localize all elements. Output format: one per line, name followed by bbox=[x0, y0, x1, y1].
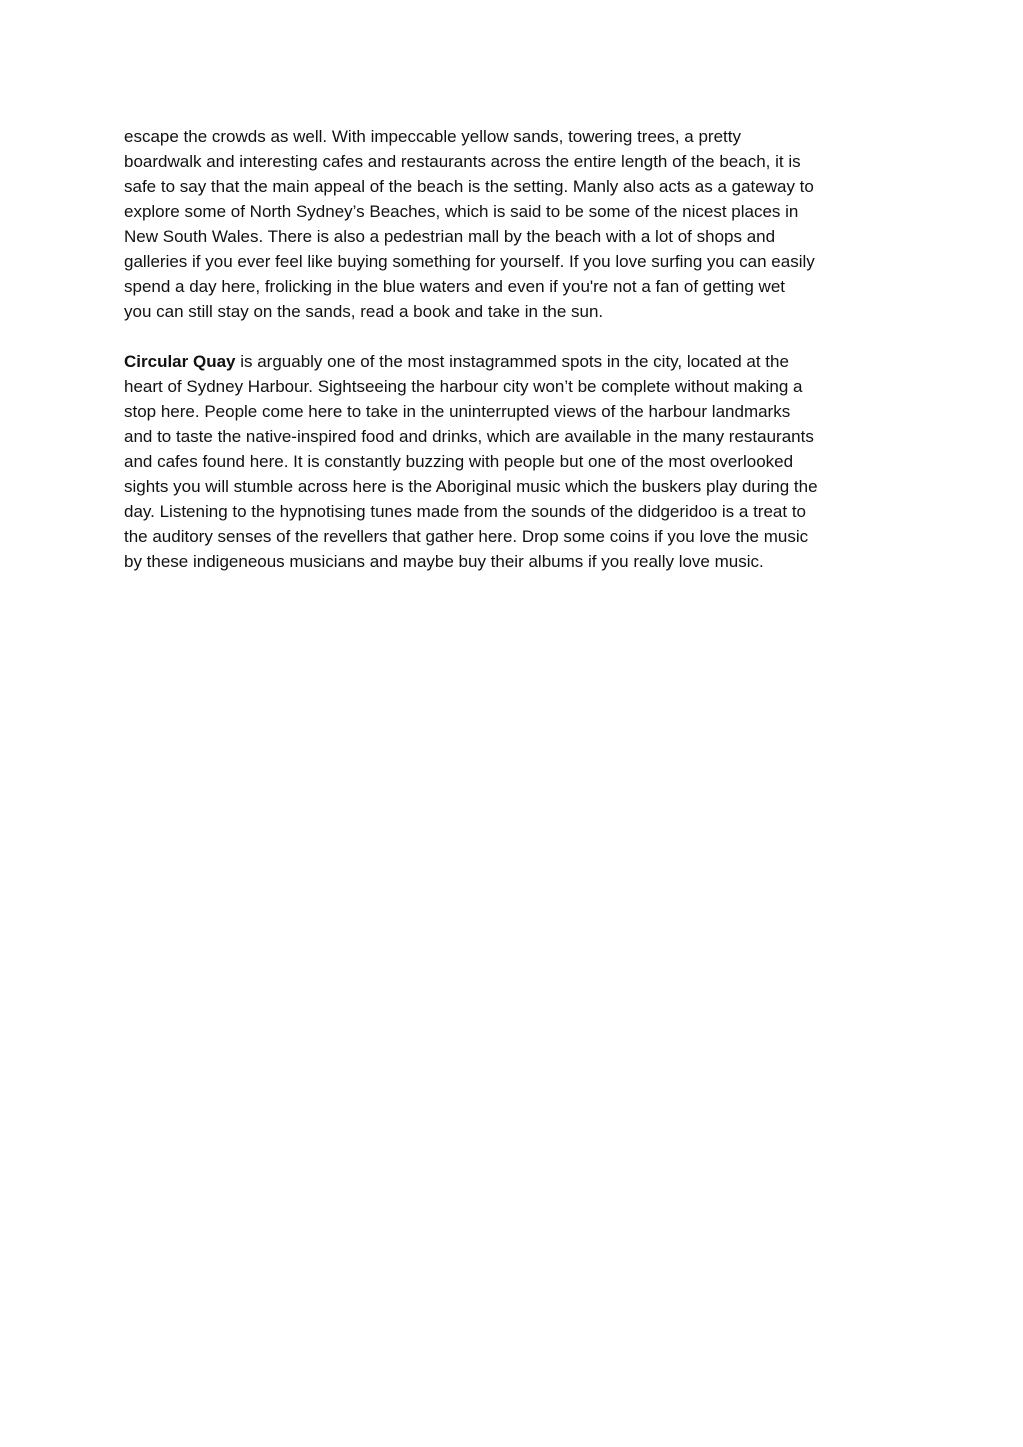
text-line: escape the crowds as well. With impeccable yellow sands, towering trees, a pretty bbox=[124, 127, 741, 146]
text-line: safe to say that the main appeal of the beach is the setting. Manly also acts as a gateway to bbox=[124, 177, 814, 196]
text-line: heart of Sydney Harbour. Sightseeing the harbour city won’t be complete without making a bbox=[124, 377, 803, 396]
text-line: and cafes found here. It is constantly buzzing with people but one of the most overlooked bbox=[124, 452, 794, 471]
paragraph-circular-quay bbox=[124, 349, 914, 574]
text-line: by these indigeneous musicians and maybe buy their albums if you really love music. bbox=[124, 552, 764, 571]
text-line: the auditory senses of the revellers that gather here. Drop some coins if you love the music bbox=[124, 527, 809, 546]
text-line: spend a day here, frolicking in the blue waters and even if you're not a fan of getting wet bbox=[124, 277, 785, 296]
text-line bbox=[124, 349, 914, 374]
text-line: boardwalk and interesting cafes and restaurants across the entire length of the beach, it is bbox=[124, 152, 801, 171]
paragraph-manly bbox=[124, 124, 914, 324]
text-line: New South Wales. There is also a pedestrian mall by the beach with a lot of shops and bbox=[124, 227, 776, 246]
paragraph-heading: Circular Quay bbox=[124, 352, 236, 371]
text-line-rest: is arguably one of the most instagrammed spots in the city, located at the bbox=[235, 352, 789, 371]
text-line: explore some of North Sydney’s Beaches, which is said to be some of the nicest places in bbox=[124, 202, 799, 221]
text-line: stop here. People come here to take in the uninterrupted views of the harbour landmarks bbox=[124, 402, 791, 421]
text-line: day. Listening to the hypnotising tunes made from the sounds of the didgeridoo is a treat to bbox=[124, 502, 807, 521]
text-line: sights you will stumble across here is the Aboriginal music which the buskers play during the bbox=[124, 477, 818, 496]
text-line: you can still stay on the sands, read a book and take in the sun. bbox=[124, 302, 604, 321]
text-line: and to taste the native-inspired food and drinks, which are available in the many restaurants bbox=[124, 427, 814, 446]
text-line: galleries if you ever feel like buying something for yourself. If you love surfing you can easily bbox=[124, 252, 815, 271]
